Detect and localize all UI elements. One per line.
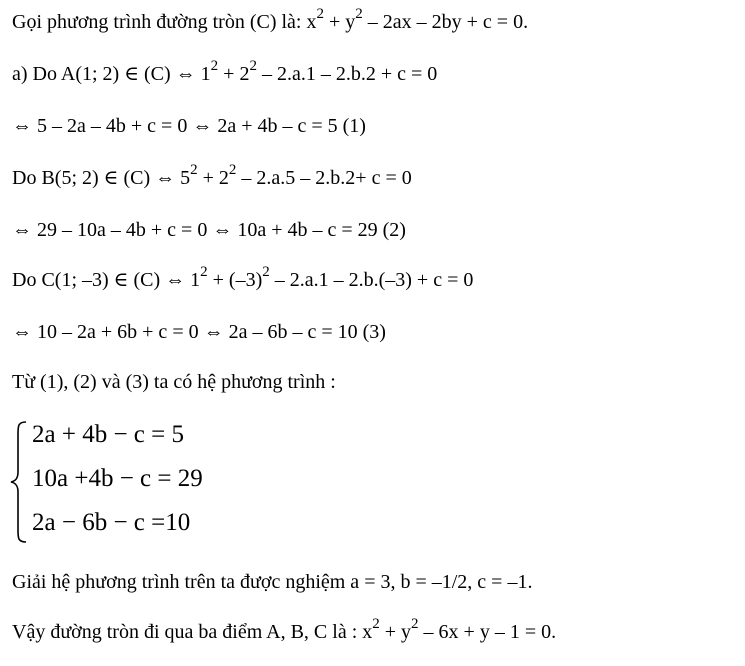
equation-2-line: ⇔ 29 – 10a – 4b + c = 0 ⇔ 10a + 4b – c = 29 (2) xyxy=(12,219,406,241)
point-a-line: a) Do A(1; 2) ∈ (C) ⇔ $1^2 + 2^2 - 2.a.1 - 2.b.2 + c = 0$ xyxy=(12,58,438,85)
equation-system xyxy=(8,418,268,546)
solution-line: Giải hệ phương trình trên ta được nghiệm a = 3, b = –1/2, c = –1. xyxy=(12,571,533,593)
system-intro-line: Từ (1), (2) và (3) ta có hệ phương trình : xyxy=(12,371,336,393)
equation-3-line: ⇔ 10 – 2a + 6b + c = 0 ⇔ 2a – 6b – c = 10 (3) xyxy=(12,321,386,343)
point-c-line: Do C(1; –3) ∈ (C) ⇔ $1^2 + (-3)^2 - 2.a.1 - 2.b.(-3) + c = 0$ xyxy=(12,264,474,291)
left-brace-icon xyxy=(8,418,30,546)
intro-line: Gọi phương trình đường tròn (C) là: $x^2 + y^2 - 2ax - 2by + c = 0$. xyxy=(12,6,529,33)
system-equation-2: 10a +4b − c = 29 xyxy=(32,465,203,492)
system-equation-1: 2a + 4b − c = 5 xyxy=(32,421,184,448)
conclusion-line: Vậy đường tròn đi qua ba điểm A, B, C là : $x^2 + y^2 - 6x + y - 1 = 0$. xyxy=(12,616,557,643)
equation-1-line: ⇔ 5 – 2a – 4b + c = 0 ⇔ 2a + 4b – c = 5 (1) xyxy=(12,115,366,137)
system-equation-3: 2a − 6b − c =10 xyxy=(32,509,191,536)
point-b-line: Do B(5; 2) ∈ (C) ⇔ $5^2 + 2^2 - 2.a.5 - 2.b.2+ c = 0$ xyxy=(12,162,412,189)
